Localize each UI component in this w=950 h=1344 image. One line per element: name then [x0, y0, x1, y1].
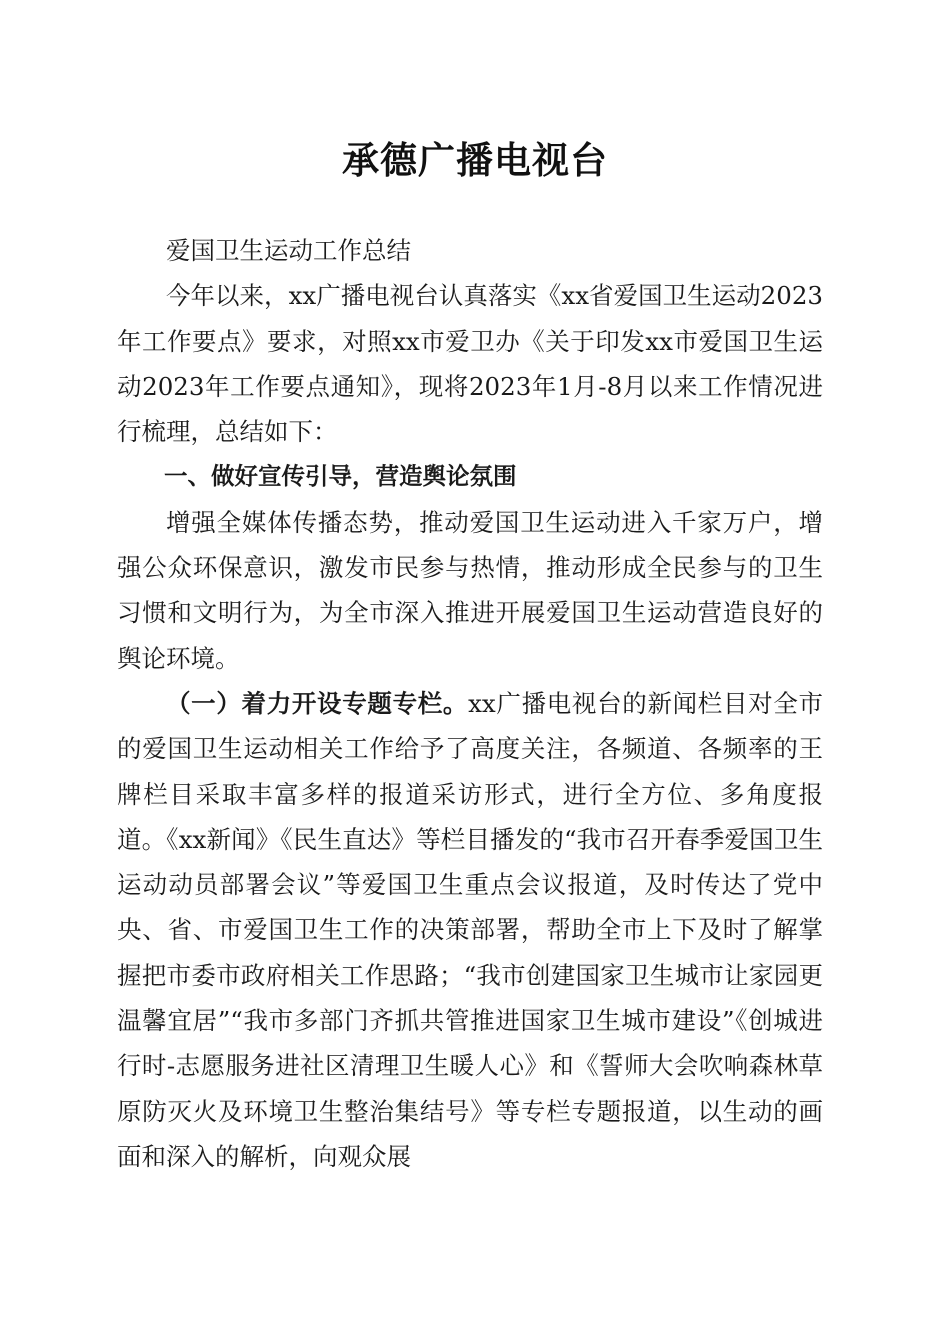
section-paragraph: 增强全媒体传播态势，推动爱国卫生运动进入千家万户，增强公众环保意识，激发市民参与热情，推动形成全民参与的卫生习惯和文明行为，为全市深入推进开展爱国卫生运动营造良好的舆论环境。 — [117, 507, 823, 673]
section-heading: 一、做好宣传引导，营造舆论氛围 — [164, 462, 517, 491]
document-title: 承德广播电视台 — [342, 138, 608, 182]
intro-paragraph: 今年以来，xx广播电视台认真落实《xx省爱国卫生运动2023年工作要点》要求，对照xx市爱卫办《关于印发xx市爱国卫生运动2023年工作要点通知》，现将2023年1月-8月以来工作情况进行梳理，总结如下： — [117, 281, 823, 447]
subsection-paragraph — [117, 681, 823, 1179]
subsection-lead: （一）着力开设专题专栏。 — [166, 688, 469, 718]
document-subtitle: 爱国卫生运动工作总结 — [166, 236, 411, 265]
subsection-text: xx广播电视台的新闻栏目对全市的爱国卫生运动相关工作给予了高度关注，各频道、各频率的王牌栏目采取丰富多样的报道采访形式，进行全方位、多角度报道。《xx新闻》《民生直达》等栏目播发的“我市召开春季爱国卫生运动动员部署会议”等爱国卫生重点会议报道，及时传达了党中央、省、市爱国卫生工作的决策部署，帮助全市上下及时了解掌握把市委市政府相关工作思路；“我市创建国家卫生城市让家园更温馨宜居”“我市多部门齐抓共管推进国家卫生城市建设”《创城进行时-志愿服务进社区清理卫生暖人心》和《誓师大会吹响森林草原防灭火及环境卫生整治集结号》等专栏专题报道，以生动的画面和深入的解析，向观众展 — [117, 688, 823, 1171]
document-body — [117, 228, 823, 1179]
